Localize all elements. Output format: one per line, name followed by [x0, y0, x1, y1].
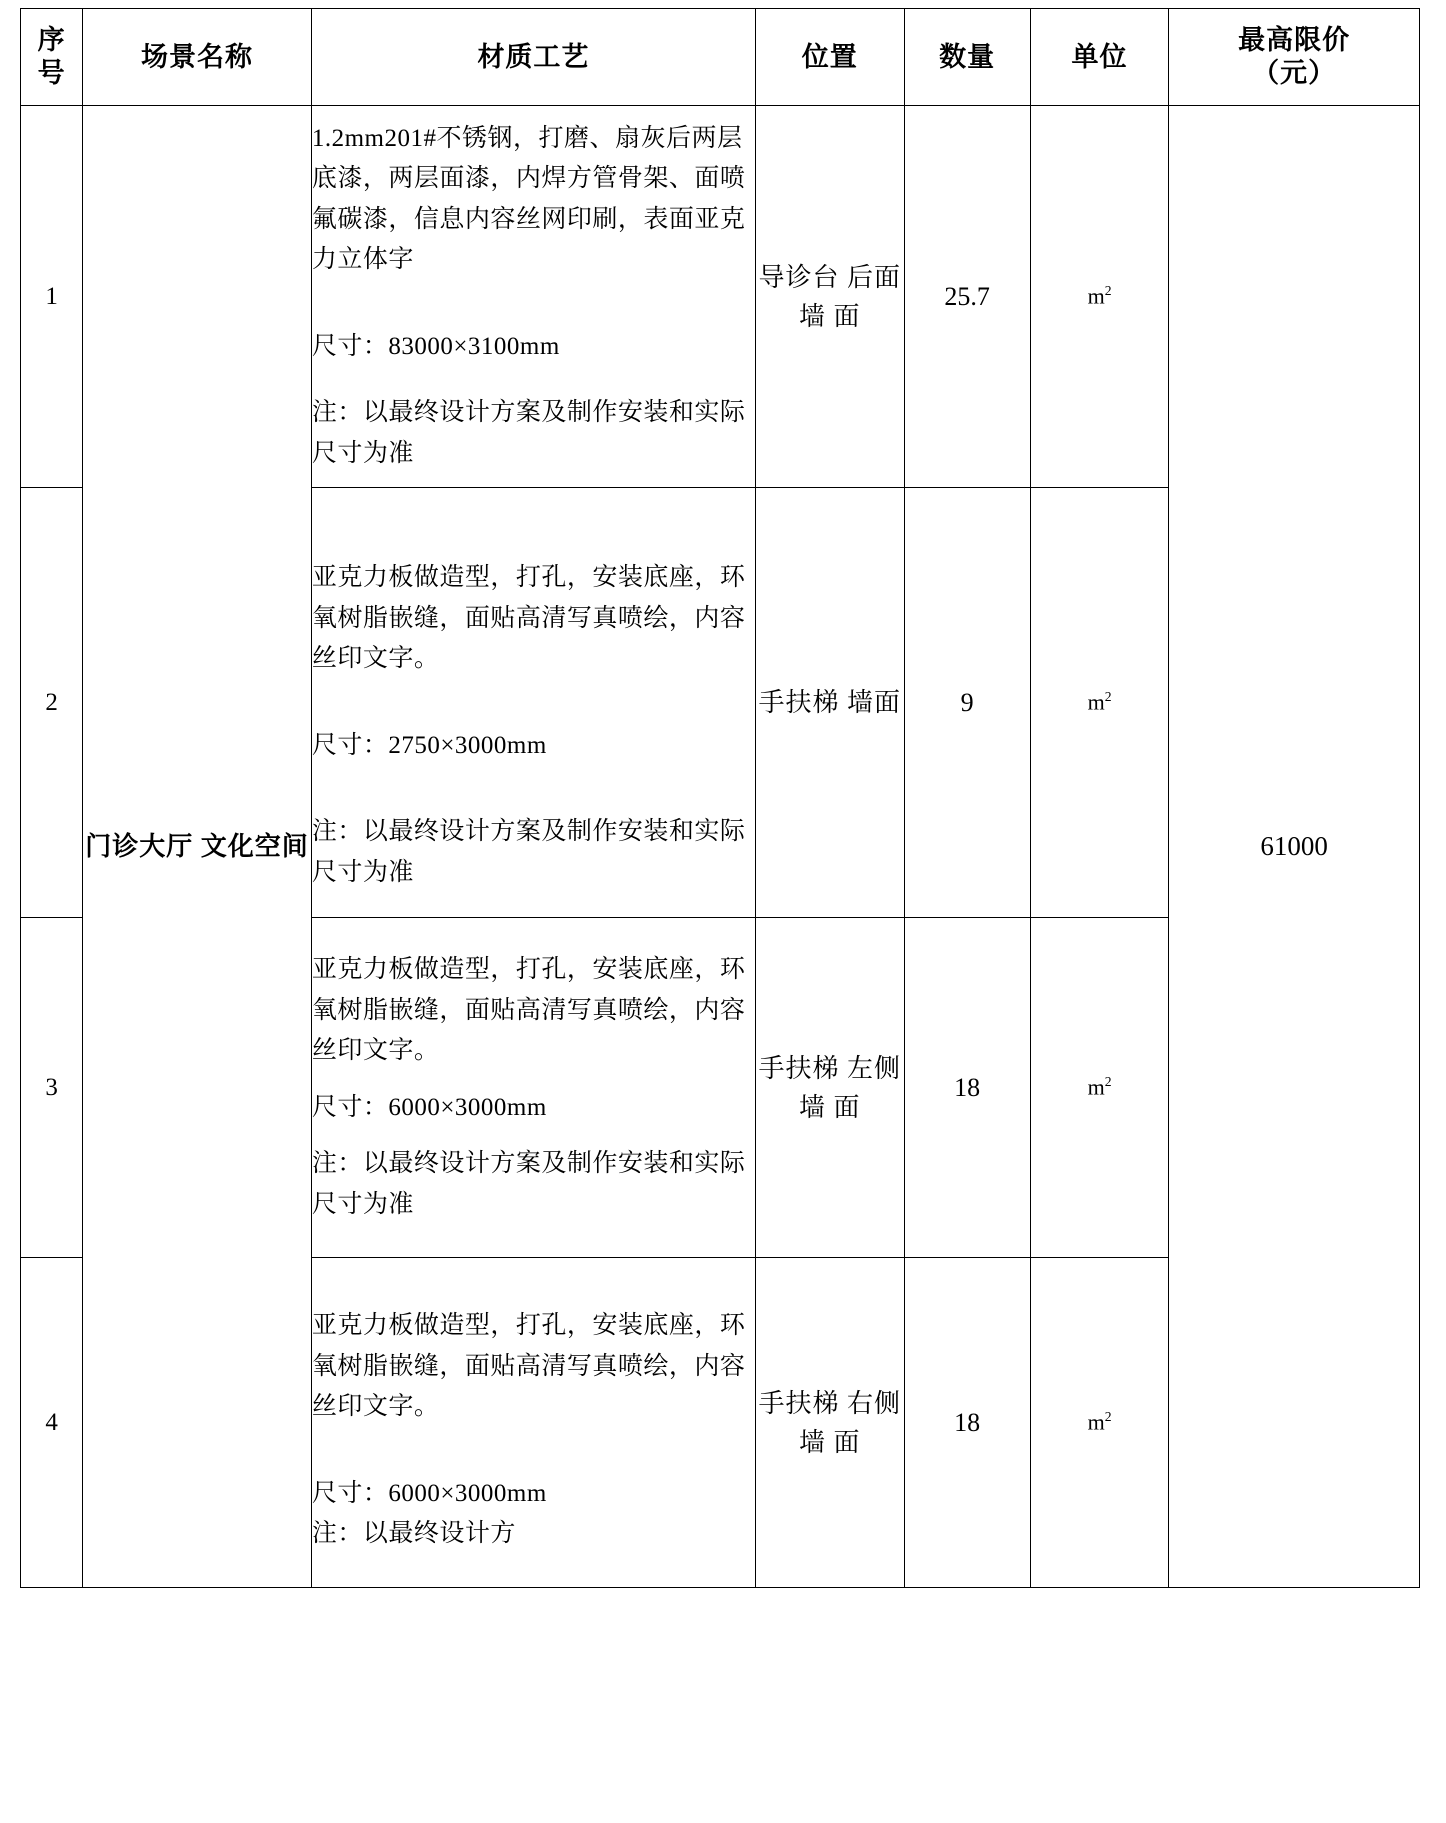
position-line3: 面 [833, 301, 861, 331]
position-line2: 后面墙 [799, 262, 902, 331]
row-material [311, 488, 755, 918]
column-header-position: 位置 [756, 9, 904, 106]
unit-value: m [1087, 1409, 1105, 1435]
price-cell: 61000 [1169, 106, 1420, 1588]
row-unit [1030, 1258, 1168, 1588]
column-header-price [1169, 9, 1420, 106]
position-line3: 面 [833, 1092, 861, 1122]
column-header-material: 材质工艺 [311, 9, 755, 106]
unit-exponent: 2 [1104, 1074, 1112, 1090]
column-header-seq [21, 9, 83, 106]
unit-exponent: 2 [1104, 283, 1112, 299]
row-quantity: 18 [904, 1258, 1030, 1588]
row-unit [1030, 488, 1168, 918]
row-unit [1030, 106, 1168, 488]
column-header-price-line2: （元） [1252, 58, 1337, 88]
row-unit [1030, 918, 1168, 1258]
material-description: 亚克力板做造型，打孔，安装底座，环氧树脂嵌缝，面贴高清写真喷绘，内容丝印文字。 [311, 956, 746, 1064]
material-description: 1.2mm201#不锈钢，打磨、扇灰后两层底漆，两层面漆，内焊方管骨架、面喷氟碳漆，信息内容丝网印刷，表面亚克力立体字 [311, 124, 746, 274]
material-note: 注：以最终设计方案及制作安装和实际尺寸为准 [311, 1150, 746, 1218]
column-header-quantity: 数量 [904, 9, 1030, 106]
column-header-price-line1: 最高限价 [1238, 25, 1351, 56]
table-row [21, 106, 1420, 488]
unit-value: m [1087, 283, 1105, 309]
scene-name-line1: 门诊大厅 [85, 832, 194, 861]
row-position [756, 1258, 904, 1588]
position-line2: 墙面 [847, 688, 902, 717]
column-header-scene: 场景名称 [83, 9, 312, 106]
material-size: 尺寸：6000×3000mm [311, 1093, 547, 1121]
position-line2: 左侧墙 [799, 1053, 902, 1122]
material-note: 注：以最终设计方案及制作安装和实际尺寸为准 [311, 818, 746, 886]
material-size: 尺寸：83000×3100mm [311, 332, 560, 360]
row-seq: 1 [21, 106, 83, 488]
table-header-row [21, 9, 1420, 106]
column-header-seq-line1: 序 [37, 25, 66, 56]
position-line1: 手扶梯 [758, 1053, 840, 1083]
row-position [756, 106, 904, 488]
unit-exponent: 2 [1104, 1409, 1112, 1425]
unit-value: m [1087, 689, 1105, 715]
row-quantity: 9 [904, 488, 1030, 918]
row-seq: 2 [21, 488, 83, 918]
position-line1: 手扶梯 [758, 1388, 840, 1418]
row-material [311, 1258, 755, 1588]
position-line2: 右侧墙 [799, 1388, 902, 1457]
position-line1: 导诊台 [758, 262, 840, 292]
material-note: 注：以最终设计方案及制作安装和实际尺寸为准 [311, 399, 746, 467]
material-description: 亚克力板做造型，打孔，安装底座，环氧树脂嵌缝，面贴高清写真喷绘，内容丝印文字。 [311, 1312, 746, 1421]
scene-name-line2: 文化空间 [200, 832, 309, 861]
unit-value: m [1087, 1074, 1105, 1100]
row-position [756, 488, 904, 918]
row-seq: 3 [21, 918, 83, 1258]
unit-exponent: 2 [1104, 689, 1112, 705]
material-description: 亚克力板做造型，打孔，安装底座，环氧树脂嵌缝，面贴高清写真喷绘，内容丝印文字。 [311, 564, 746, 672]
row-position [756, 918, 904, 1258]
scene-name-cell [83, 106, 312, 1588]
row-quantity: 18 [904, 918, 1030, 1258]
column-header-seq-line2: 号 [37, 58, 66, 88]
material-size: 尺寸：2750×3000mm [311, 731, 547, 759]
position-line1: 手扶梯 [758, 688, 840, 717]
position-line3: 面 [833, 1427, 861, 1457]
material-size: 尺寸：6000×3000mm [311, 1479, 547, 1507]
row-material [311, 106, 755, 488]
row-seq: 4 [21, 1258, 83, 1588]
row-quantity: 25.7 [904, 106, 1030, 488]
column-header-unit: 单位 [1030, 9, 1168, 106]
row-material [311, 918, 755, 1258]
material-note: 注：以最终设计方 [311, 1520, 516, 1548]
specification-table [20, 8, 1420, 1588]
